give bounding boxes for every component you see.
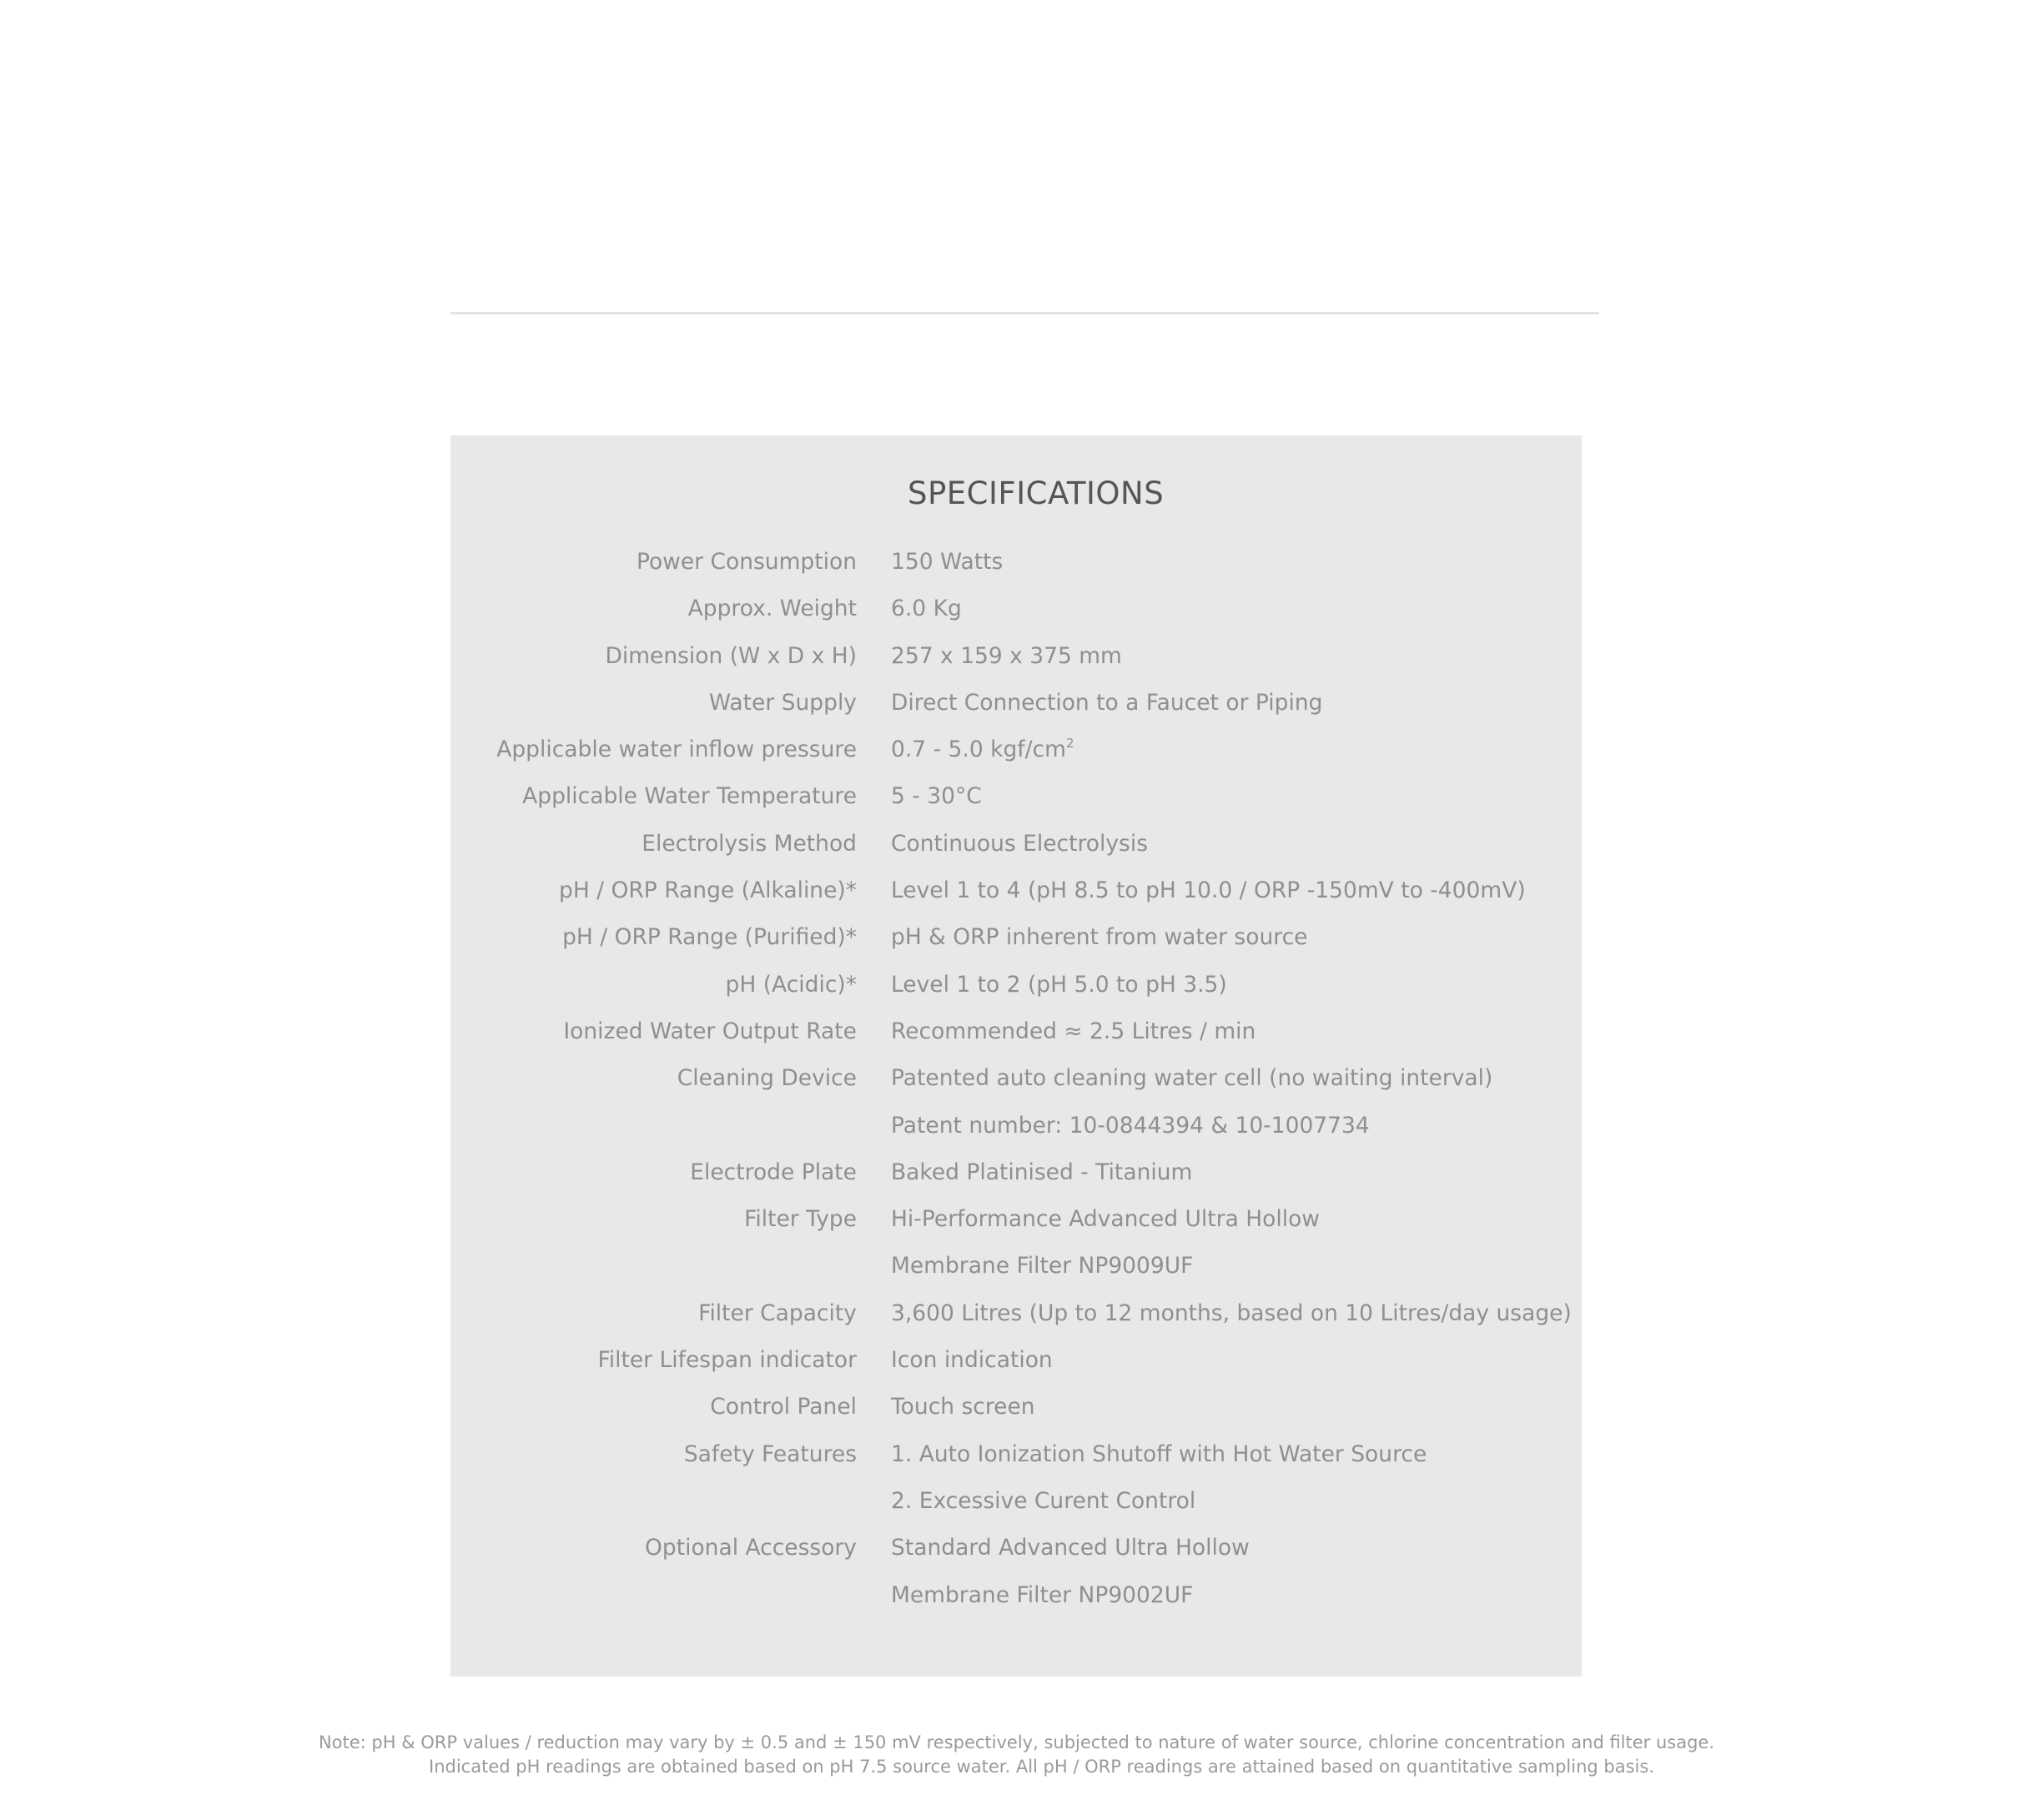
spec-value: 3,600 Litres (Up to 12 months, based on 10 Litres/day usage) — [891, 1300, 1572, 1326]
spec-row — [450, 1290, 1582, 1337]
spec-row — [450, 773, 1582, 820]
spec-row — [450, 1103, 1582, 1149]
specifications-panel — [450, 435, 1582, 1677]
spec-row — [450, 1149, 1582, 1196]
spec-label: pH / ORP Range (Purified)* — [562, 924, 857, 951]
spec-row — [450, 1055, 1582, 1102]
superscript: 2 — [1065, 736, 1074, 752]
spec-label: Dimension (W x D x H) — [605, 642, 857, 669]
spec-row — [450, 633, 1582, 680]
spec-value: Continuous Electrolysis — [891, 830, 1149, 857]
footnote-line: Indicated pH readings are obtained based on pH 7.5 source water. All pH / ORP readings are attained based on quantitative sampling basis. — [429, 1757, 1654, 1777]
spec-row — [450, 1572, 1582, 1619]
spec-label: Power Consumption — [636, 549, 857, 575]
spec-value-text: 0.7 - 5.0 kgf/cm — [891, 737, 1066, 763]
spec-value: Membrane Filter NP9009UF — [891, 1253, 1194, 1280]
spec-row — [450, 1008, 1582, 1055]
spec-value: Standard Advanced Ultra Hollow — [891, 1535, 1250, 1561]
spec-row — [450, 1196, 1582, 1243]
spec-value: Direct Connection to a Faucet or Piping — [891, 689, 1323, 716]
spec-label: Cleaning Device — [677, 1065, 857, 1092]
spec-label: Optional Accessory — [645, 1535, 857, 1561]
spec-label: Electrode Plate — [690, 1159, 857, 1185]
specifications-title: SPECIFICATIONS — [908, 475, 1165, 511]
spec-value: Level 1 to 2 (pH 5.0 to pH 3.5) — [891, 971, 1227, 998]
spec-row — [450, 867, 1582, 914]
spec-table — [450, 539, 1582, 1619]
spec-label: Ionized Water Output Rate — [563, 1018, 857, 1044]
spec-row — [450, 1478, 1582, 1525]
spec-label: Electrolysis Method — [642, 830, 857, 857]
spec-value: 150 Watts — [891, 549, 1004, 575]
spec-label: Control Panel — [710, 1394, 857, 1420]
spec-row — [450, 726, 1582, 773]
spec-row — [450, 586, 1582, 632]
spec-value: 2. Excessive Curent Control — [891, 1487, 1196, 1514]
spec-label: Applicable Water Temperature — [522, 783, 857, 810]
footnote-line: Note: pH & ORP values / reduction may vary by ± 0.5 and ± 150 mV respectively, subjected to nature of water source, chlorine concentration and filter usage. — [318, 1732, 1715, 1752]
spec-label: Approx. Weight — [687, 596, 857, 622]
spec-value: Icon indication — [891, 1347, 1053, 1374]
spec-value: Patent number: 10-0844394 & 10-1007734 — [891, 1112, 1370, 1139]
spec-row — [450, 1525, 1582, 1571]
spec-label: Safety Features — [683, 1440, 857, 1467]
spec-row — [450, 680, 1582, 726]
spec-label: Water Supply — [708, 689, 857, 716]
spec-value: 257 x 159 x 375 mm — [891, 642, 1122, 669]
spec-label: Filter Capacity — [698, 1300, 857, 1326]
spec-label: pH / ORP Range (Alkaline)* — [559, 877, 857, 904]
spec-label: Filter Lifespan indicator — [597, 1347, 857, 1374]
spec-row — [450, 821, 1582, 867]
spec-label: Filter Type — [744, 1206, 857, 1233]
spec-value: Recommended ≈ 2.5 Litres / min — [891, 1018, 1256, 1044]
spec-row — [450, 539, 1582, 586]
spec-value: Baked Platinised - Titanium — [891, 1159, 1193, 1185]
spec-row — [450, 1337, 1582, 1384]
spec-value: 5 - 30°C — [891, 783, 982, 810]
spec-row — [450, 914, 1582, 961]
spec-label: Applicable water inflow pressure — [496, 737, 857, 763]
spec-value: pH & ORP inherent from water source — [891, 924, 1308, 951]
spec-value: Level 1 to 4 (pH 8.5 to pH 10.0 / ORP -150mV to -400mV) — [891, 877, 1526, 904]
spec-row — [450, 1431, 1582, 1478]
spec-value — [891, 726, 1074, 773]
spec-value: 6.0 Kg — [891, 596, 962, 622]
spec-value: Hi-Performance Advanced Ultra Hollow — [891, 1206, 1320, 1233]
spec-value: Patented auto cleaning water cell (no waiting interval) — [891, 1065, 1493, 1092]
spec-label: pH (Acidic)* — [725, 971, 857, 998]
spec-row — [450, 1243, 1582, 1290]
spec-row — [450, 1384, 1582, 1430]
spec-value: Touch screen — [891, 1394, 1035, 1420]
spec-value: Membrane Filter NP9002UF — [891, 1581, 1194, 1608]
footnote — [0, 1731, 2033, 1779]
spec-row — [450, 962, 1582, 1008]
top-divider — [450, 312, 1599, 314]
spec-value: 1. Auto Ionization Shutoff with Hot Water Source — [891, 1440, 1427, 1467]
